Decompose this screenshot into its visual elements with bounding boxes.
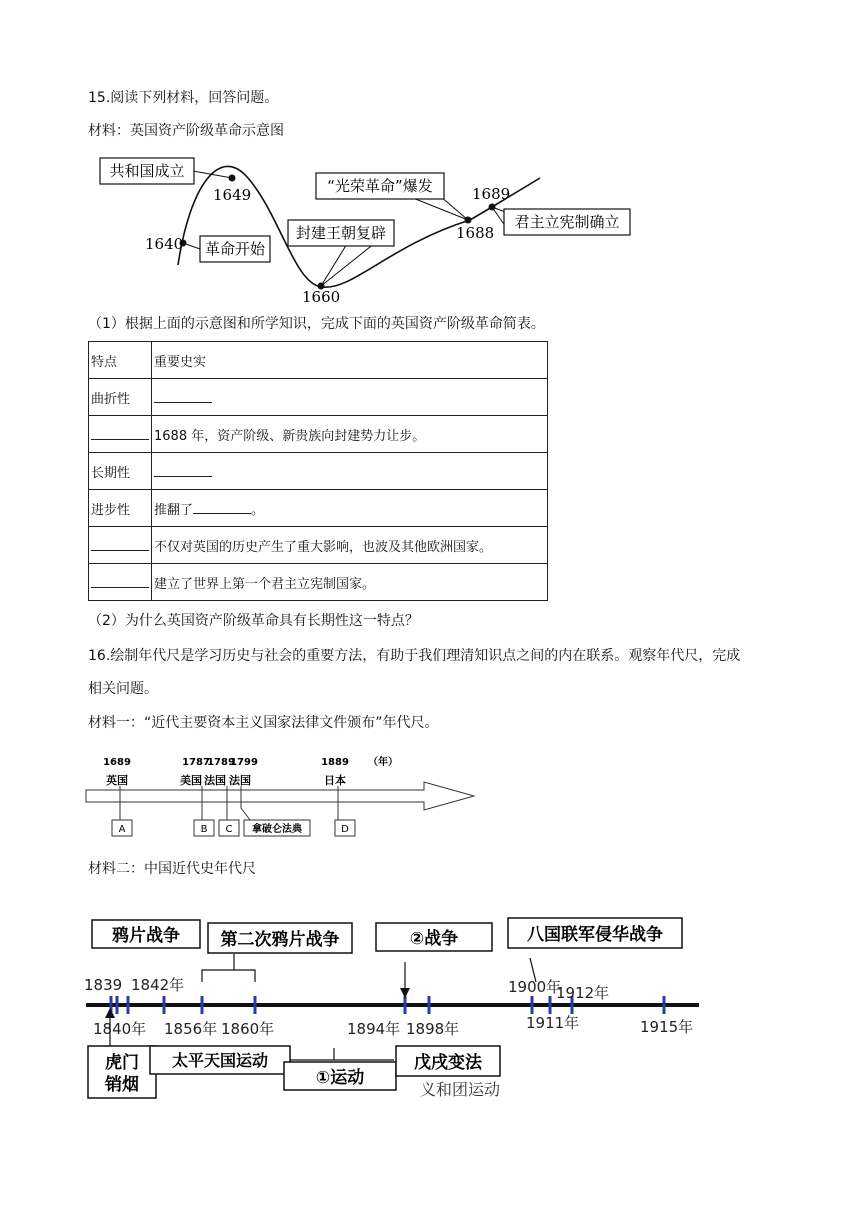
- china-modern-history-timeline: [84, 910, 704, 1105]
- table-cell: 1688 年，资产阶级、新贵族向封建势力让步。: [152, 416, 548, 453]
- table-cell: 曲折性: [89, 379, 152, 416]
- year-1689: 1689: [472, 185, 511, 203]
- box-c: C: [225, 824, 233, 835]
- year-1894: 1894年: [347, 1020, 401, 1038]
- svg-text:日本: 日本: [324, 774, 346, 787]
- year-1915: 1915年: [640, 1018, 694, 1036]
- box-b: B: [200, 824, 208, 835]
- box-war-2: ②战争: [409, 929, 459, 949]
- england-revolution-diagram: [90, 145, 620, 310]
- year-1856: 1856年: [164, 1020, 218, 1038]
- year-1839: 1839: [84, 976, 123, 994]
- answer-blank: [193, 499, 251, 514]
- answer-blank: [154, 388, 212, 403]
- q15-sub2: （2）为什么英国资产阶级革命具有长期性这一特点？: [88, 613, 419, 629]
- label-glorious-revolution: “光荣革命”爆发: [327, 177, 433, 195]
- revolution-summary-table: [88, 341, 548, 601]
- box-humen-line2: 销烟: [105, 1075, 139, 1095]
- table-cell: 不仅对英国的历史产生了重大影响，也波及其他欧洲国家。: [152, 527, 548, 564]
- year-1640: 1640: [145, 235, 184, 253]
- q15-title: 15.阅读下列材料，回答问题。: [88, 90, 279, 106]
- table-cell: 长期性: [89, 453, 152, 490]
- box-second-opium-war: 第二次鸦片战争: [220, 930, 340, 950]
- svg-text:1799: 1799: [230, 757, 258, 768]
- svg-text:1889: 1889: [321, 757, 349, 768]
- year-1660: 1660: [302, 288, 341, 306]
- svg-text:1787: 1787: [182, 757, 210, 768]
- box-d: D: [341, 824, 349, 835]
- svg-text:英国: 英国: [106, 774, 128, 787]
- answer-blank: [154, 462, 212, 477]
- table-row: [89, 453, 548, 490]
- table-row: [89, 379, 548, 416]
- box-humen-line1: 虎门: [105, 1053, 139, 1073]
- svg-text:1689: 1689: [103, 757, 131, 768]
- svg-text:法国: 法国: [204, 774, 226, 787]
- svg-text:（年）: （年）: [368, 757, 398, 768]
- label-revolution-start: 革命开始: [204, 240, 266, 258]
- q16-title-line2: 相关问题。: [88, 681, 158, 697]
- table-cell[interactable]: [152, 453, 548, 490]
- label-republic: 共和国成立: [109, 162, 185, 180]
- table-cell: 建立了世界上第一个君主立宪制国家。: [152, 564, 548, 601]
- year-1898: 1898年: [406, 1020, 460, 1038]
- box-movement-1: ①运动: [315, 1068, 365, 1088]
- table-row: [89, 416, 548, 453]
- box-taiping: 太平天国运动: [171, 1051, 269, 1070]
- q16-title-line1: 16.绘制年代尺是学习历史与社会的重要方法，有助于我们理清知识点之间的内在联系。观察年代尺，完成: [88, 648, 741, 664]
- year-1860: 1860年: [221, 1020, 275, 1038]
- year-1840: 1840年: [93, 1020, 147, 1038]
- q16-material2: 材料二：中国近代史年代尺: [88, 861, 256, 877]
- label-constitutional: 君主立宪制确立: [514, 213, 620, 231]
- year-1912: 1912年: [556, 984, 610, 1002]
- q15-sub1: （1）根据上面的示意图和所学知识，完成下面的英国资产阶级革命简表。: [88, 316, 545, 332]
- table-header-cell: 特点: [89, 342, 152, 379]
- year-1688: 1688: [456, 224, 495, 242]
- year-1911: 1911年: [526, 1014, 580, 1032]
- table-cell: 进步性: [89, 490, 152, 527]
- label-boxer-movement: 义和团运动: [420, 1080, 501, 1099]
- law-timeline: [84, 748, 484, 843]
- table-row: [89, 564, 548, 601]
- answer-blank: [91, 536, 149, 551]
- answer-blank: [91, 573, 149, 588]
- label-restoration: 封建王朝复辟: [295, 224, 387, 242]
- table-cell[interactable]: [89, 564, 152, 601]
- q15-material-label: 材料：英国资产阶级革命示意图: [88, 123, 284, 139]
- year-1900: 1900年: [508, 978, 562, 996]
- table-row: [89, 490, 548, 527]
- table-cell[interactable]: [89, 527, 152, 564]
- table-cell[interactable]: [152, 379, 548, 416]
- svg-text:美国: 美国: [180, 774, 202, 787]
- box-napoleonic-code: 拿破仑法典: [252, 824, 302, 835]
- answer-blank: [91, 425, 149, 440]
- year-1649: 1649: [213, 186, 252, 204]
- svg-text:法国: 法国: [229, 774, 251, 787]
- year-1842: 1842年: [131, 976, 185, 994]
- box-a: A: [118, 824, 126, 835]
- svg-text:1789: 1789: [207, 757, 235, 768]
- box-reform: 戊戌变法: [414, 1053, 482, 1073]
- table-header-row: [89, 342, 548, 379]
- q16-material1: 材料一：“近代主要资本主义国家法律文件颁布”年代尺。: [88, 715, 439, 731]
- table-cell[interactable]: [89, 416, 152, 453]
- box-opium-war: 鸦片战争: [112, 926, 180, 946]
- box-eight-nation-war: 八国联军侵华战争: [527, 925, 663, 945]
- table-header-cell: 重要史实: [152, 342, 548, 379]
- table-cell[interactable]: 推翻了 。: [152, 490, 548, 527]
- table-row: [89, 527, 548, 564]
